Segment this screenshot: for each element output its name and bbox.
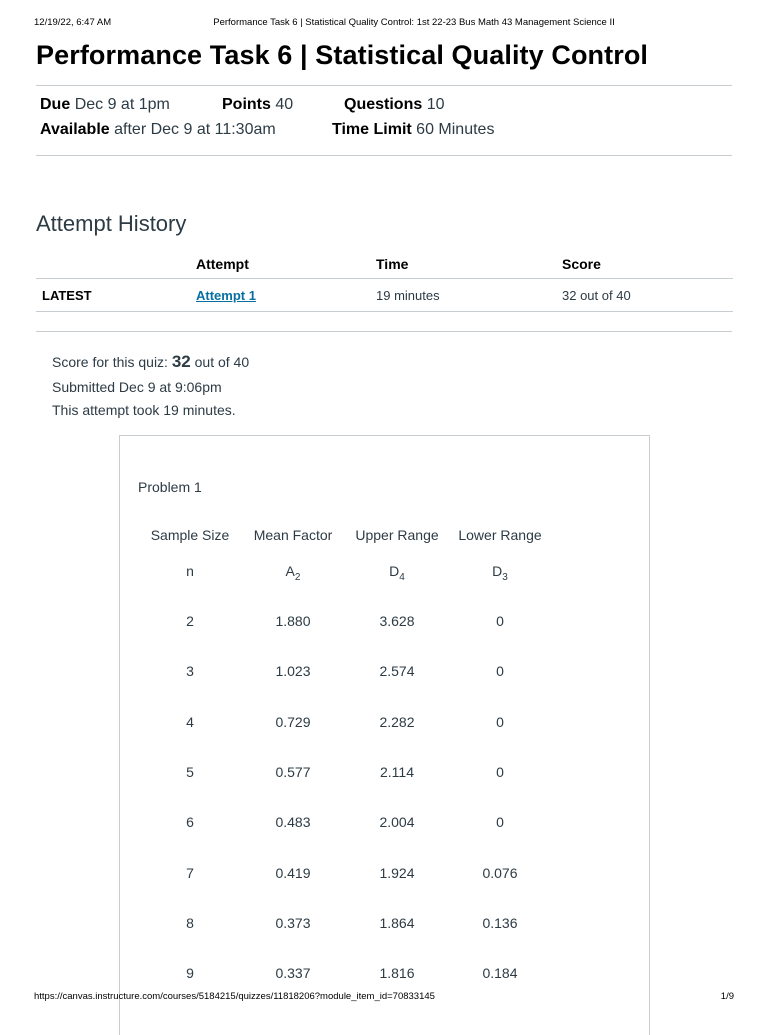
print-url: https://canvas.instructure.com/courses/5184215/quizzes/11818206?module_item_id=70833145 (34, 991, 435, 1002)
factor-cell-mean-factor: 0.577 (275, 763, 311, 780)
factor-header-upper-range: Upper Range (355, 527, 439, 543)
questions-label: Questions (344, 96, 423, 113)
attempt-history-table (36, 250, 733, 312)
factor-symbol-upper-range (342, 563, 452, 583)
available-value: after Dec 9 at 11:30am (114, 121, 276, 138)
latest-label: LATEST (36, 279, 190, 312)
score-prefix: Score for this quiz: (52, 354, 168, 370)
symbol-base: A (285, 563, 295, 579)
factor-cell-upper-range: 1.816 (379, 965, 415, 982)
symbol-subscript: 3 (502, 571, 508, 583)
factor-cell-mean-factor: 0.483 (275, 814, 311, 831)
factor-symbol-mean-factor (238, 563, 348, 583)
available-label: Available (40, 121, 110, 138)
symbol-base: n (186, 563, 194, 579)
points-label: Points (222, 96, 271, 113)
print-page-number: 1/9 (720, 991, 734, 1002)
available-detail (40, 121, 276, 139)
factor-header-mean-factor: Mean Factor (253, 527, 333, 543)
column-header (36, 250, 190, 279)
factor-cell-upper-range: 2.114 (380, 763, 414, 780)
factor-symbol-lower-range (445, 563, 555, 583)
factor-cell-mean-factor: 0.373 (275, 914, 311, 931)
time-cell: 19 minutes (370, 279, 556, 312)
factor-cell-lower-range: 0 (496, 713, 504, 730)
print-header (34, 17, 734, 31)
factor-cell-mean-factor: 0.337 (275, 965, 311, 982)
print-doc-title: Performance Task 6 | Statistical Quality Control: 1st 22-23 Bus Math 43 Management Science II (213, 17, 615, 28)
page-title: Performance Task 6 | Statistical Quality Control (36, 40, 649, 70)
factor-cell-lower-range: 0.184 (482, 965, 518, 982)
factor-header-sample-size: Sample Size (150, 527, 230, 543)
column-header-time: Time (370, 250, 556, 279)
attempt-1-link[interactable]: Attempt 1 (196, 287, 256, 303)
symbol-base: D (389, 563, 400, 579)
points-detail (222, 96, 293, 114)
factor-cell-upper-range: 2.004 (379, 814, 415, 831)
time-limit-value: 60 Minutes (416, 121, 495, 138)
score-value: 32 (171, 352, 191, 371)
symbol-subscript: 4 (399, 571, 405, 583)
factor-cell-mean-factor: 1.023 (275, 663, 311, 680)
factor-cell-lower-range: 0 (496, 814, 504, 831)
column-header-attempt: Attempt (190, 250, 370, 279)
factor-cell-upper-range: 2.282 (379, 713, 415, 730)
factor-cell-sample-size: 6 (186, 814, 194, 831)
score-cell: 32 out of 40 (556, 279, 733, 312)
quiz-score-line (52, 352, 249, 372)
due-value: Dec 9 at 1pm (74, 96, 170, 113)
factor-cell-lower-range: 0 (496, 663, 504, 680)
divider (36, 85, 732, 86)
factor-cell-lower-range: 0.136 (482, 914, 518, 931)
symbol-base: D (492, 563, 503, 579)
factor-cell-lower-range: 0.076 (482, 864, 518, 881)
factor-header-lower-range: Lower Range (458, 527, 542, 543)
factor-cell-mean-factor: 0.729 (275, 713, 311, 730)
table-header-row (36, 250, 733, 279)
factor-cell-upper-range: 3.628 (379, 613, 415, 629)
attempt-history-title: Attempt History (36, 211, 187, 236)
factor-cell-sample-size: 5 (186, 763, 194, 780)
questions-detail (344, 96, 444, 114)
factor-cell-sample-size: 4 (186, 713, 194, 730)
factor-symbol-sample-size (135, 563, 245, 583)
factor-cell-upper-range: 1.924 (379, 864, 415, 881)
factor-cell-mean-factor: 0.419 (275, 864, 311, 881)
divider (36, 155, 732, 156)
due-label: Due (40, 96, 71, 113)
factor-cell-upper-range: 2.574 (379, 663, 415, 680)
time-limit-label: Time Limit (332, 121, 412, 138)
score-suffix: out of 40 (194, 354, 250, 370)
factor-cell-lower-range: 0 (496, 613, 504, 629)
factor-cell-sample-size: 9 (186, 965, 194, 982)
column-header-score: Score (556, 250, 733, 279)
questions-value: 10 (426, 96, 445, 113)
factor-cell-mean-factor: 1.880 (275, 613, 311, 629)
submitted-line: Submitted Dec 9 at 9:06pm (52, 379, 222, 395)
duration-line: This attempt took 19 minutes. (52, 402, 236, 418)
attempt-cell (190, 279, 370, 312)
print-date: 12/19/22, 6:47 AM (34, 17, 112, 28)
factor-cell-sample-size: 3 (186, 663, 194, 680)
table-row (36, 279, 733, 312)
points-value: 40 (275, 96, 294, 113)
factor-cell-sample-size: 8 (186, 914, 194, 931)
factor-cell-upper-range: 1.864 (379, 914, 415, 931)
factor-cell-sample-size: 7 (186, 864, 194, 881)
problem-label: Problem 1 (138, 479, 202, 495)
factor-cell-sample-size: 2 (186, 613, 194, 629)
time-limit-detail (332, 121, 494, 139)
symbol-subscript: 2 (294, 571, 301, 583)
print-footer (34, 991, 734, 1005)
divider (36, 331, 732, 332)
factor-cell-lower-range: 0 (496, 763, 504, 780)
question-box (119, 435, 650, 1035)
due-detail (40, 96, 170, 114)
